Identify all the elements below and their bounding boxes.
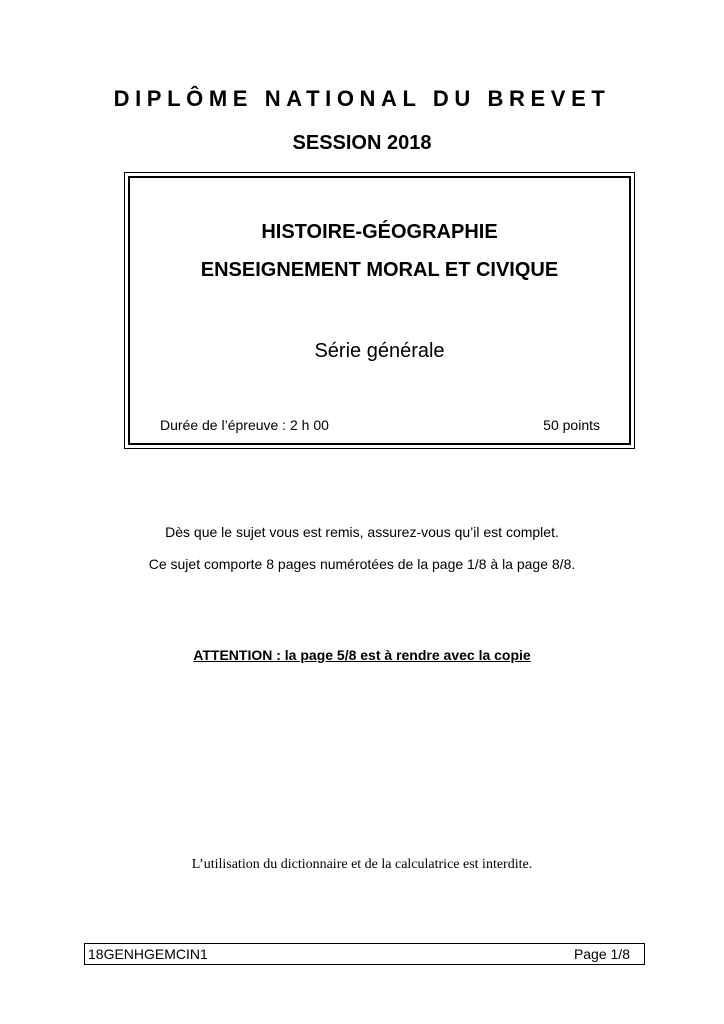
instruction-completeness: Dès que le sujet vous est remis, assurez-vous qu’il est complet. <box>165 524 559 540</box>
serie-label: Série générale <box>314 340 445 362</box>
page-number: Page 1/8 <box>573 946 630 962</box>
session-title: SESSION 2018 <box>292 132 432 154</box>
attention-notice: ATTENTION : la page 5/8 est à rendre avec la copie <box>193 647 531 663</box>
instruction-page-count: Ce sujet comporte 8 pages numérotées de la page 1/8 à la page 8/8. <box>148 556 576 572</box>
subject-code: 18GENHGEMCIN1 <box>88 946 208 962</box>
exam-points: 50 points <box>543 417 600 433</box>
subject-title-line1: HISTOIRE-GÉOGRAPHIE <box>261 221 498 243</box>
exam-duration: Durée de l’épreuve : 2 h 00 <box>160 417 329 433</box>
subject-title-line2: ENSEIGNEMENT MORAL ET CIVIQUE <box>200 259 559 281</box>
calculator-dictionary-rule: L’utilisation du dictionnaire et de la calculatrice est interdite. <box>191 857 533 872</box>
diploma-title: DIPLÔME NATIONAL DU BREVET <box>113 86 611 111</box>
page-footer <box>84 943 645 965</box>
subject-box-inner-border <box>128 176 631 445</box>
subject-box <box>124 172 635 449</box>
